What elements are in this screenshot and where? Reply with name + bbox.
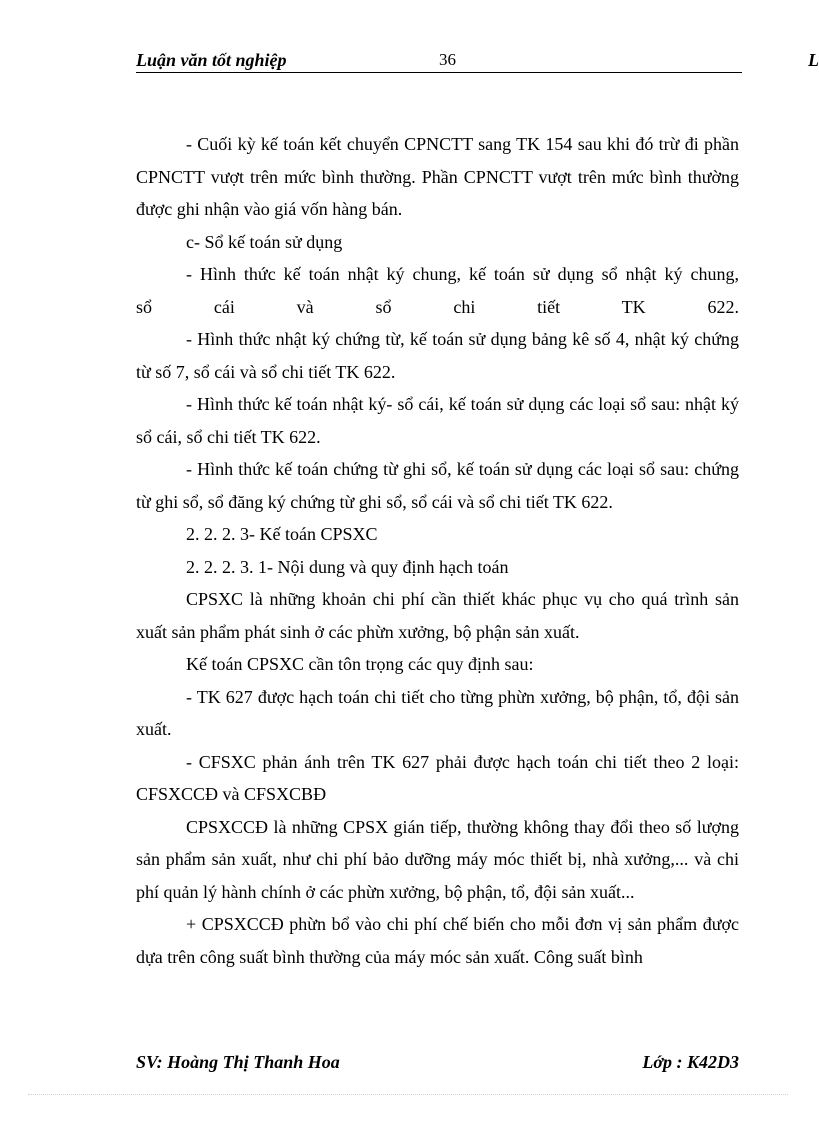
footer-class: Lớp : K42D3 xyxy=(642,1052,739,1072)
footer-student: SV: Hoàng Thị Thanh Hoa xyxy=(136,1052,340,1072)
paragraph: - TK 627 được hạch toán chi tiết cho từng phừn xưởng, bộ phận, tổ, đội sản xuất. xyxy=(136,686,739,739)
document-body xyxy=(136,128,739,973)
header-right-fragment: L xyxy=(808,50,819,70)
paragraph: CPSXCCĐ là những CPSX gián tiếp, thường không thay đổi theo số lượng sản phẩm sản xuất, như chi phí bảo dưỡng máy móc thiết bị, nhà xưởng,... và chi phí quản lý hành chính ở các phừn xưởng, bộ phận, tổ, đội sản xuất... xyxy=(136,816,739,902)
section-heading: 2. 2. 2. 3. 1- Nội dung và quy định hạch toán xyxy=(186,556,509,577)
section-heading: c- Sổ kế toán sử dụng xyxy=(186,231,343,252)
paragraph: - Cuối kỳ kế toán kết chuyển CPNCTT sang TK 154 sau khi đó trừ đi phần CPNCTT vượt trên mức bình thường. Phần CPNCTT vượt trên mức bình thường được ghi nhận vào giá vốn hàng bán. xyxy=(136,134,739,219)
header-title: Luận văn tốt nghiệp xyxy=(136,50,287,70)
page-bottom-divider xyxy=(28,1094,788,1095)
paragraph: sổ cái và sổ chi tiết TK 622. xyxy=(136,296,739,317)
page-footer xyxy=(136,1052,739,1078)
paragraph: - Hình thức kế toán chứng từ ghi sổ, kế toán sử dụng các loại sổ sau: chứng từ ghi sổ, sổ đăng ký chứng từ ghi sổ, sổ cái và sổ chi tiết TK 622. xyxy=(136,459,739,512)
paragraph: + CPSXCCĐ phừn bổ vào chi phí chế biến cho mỗi đơn vị sản phẩm được dựa trên công suất bình thường của máy móc sản xuất. Công suất bình xyxy=(136,914,739,967)
section-heading: 2. 2. 2. 3- Kế toán CPSXC xyxy=(186,524,378,544)
paragraph: - CFSXC phản ánh trên TK 627 phải được hạch toán chi tiết theo 2 loại: CFSXCCĐ và CFSXCBĐ xyxy=(136,751,739,804)
paragraph: - Hình thức kế toán nhật ký- sổ cái, kế toán sử dụng các loại sổ sau: nhật ký sổ cái, sổ chi tiết TK 622. xyxy=(136,394,739,447)
page-number: 36 xyxy=(439,50,456,69)
paragraph: Kế toán CPSXC cần tôn trọng các quy định sau: xyxy=(186,654,534,674)
paragraph: CPSXC là những khoản chi phí cần thiết khác phục vụ cho quá trình sản xuất sản phẩm phát sinh ở các phừn xưởng, bộ phận sản xuất. xyxy=(136,589,739,642)
paragraph: - Hình thức kế toán nhật ký chung, kế toán sử dụng sổ nhật ký chung, xyxy=(186,264,739,284)
page-header xyxy=(136,46,742,73)
paragraph: - Hình thức nhật ký chứng từ, kế toán sử dụng bảng kê số 4, nhật ký chứng từ số 7, sổ cái và sổ chi tiết TK 622. xyxy=(136,329,739,382)
